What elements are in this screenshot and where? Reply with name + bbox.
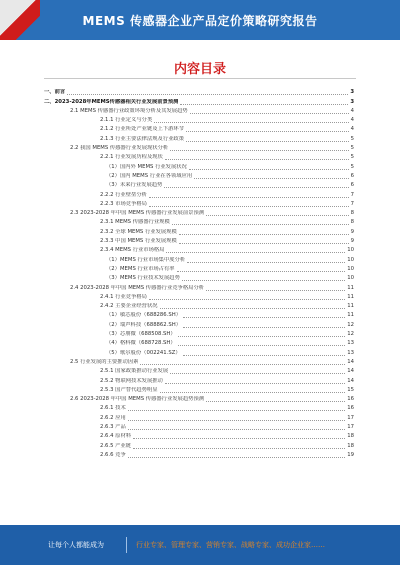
- toc-entry-title: （2）国内 MEMS 行业在各领域应用: [106, 172, 193, 179]
- toc-entry[interactable]: [44, 440, 354, 449]
- toc-entry-title: 2.2.3 市场竞争格局: [100, 200, 147, 207]
- toc-entry-page: 14: [347, 368, 354, 375]
- toc-leader-dots: [165, 159, 349, 160]
- toc-entry[interactable]: [44, 115, 354, 124]
- toc-entry-title: 2.1.1 行业定义与分类: [100, 117, 153, 124]
- toc-leader-dots: [180, 104, 348, 105]
- toc-leader-dots: [149, 299, 345, 300]
- toc-leader-dots: [166, 252, 345, 253]
- toc-entry-page: 5: [350, 145, 354, 152]
- toc-entry[interactable]: [44, 264, 354, 273]
- toc-entry[interactable]: [44, 106, 354, 115]
- toc-entry-title: 2.3.3 中国 MEMS 行业发展规模: [100, 238, 177, 245]
- toc-entry[interactable]: [44, 96, 354, 105]
- toc-entry-page: 18: [347, 442, 354, 449]
- toc-entry-title: （3）MEMS 行业技术发展趋势: [106, 275, 180, 282]
- toc-entry-title: 2.1.3 行业主要法律法规及行业政策: [100, 135, 185, 142]
- toc-leader-dots: [182, 280, 345, 281]
- toc-entry[interactable]: [44, 254, 354, 263]
- toc-entry[interactable]: [44, 357, 354, 366]
- toc-entry[interactable]: [44, 338, 354, 347]
- toc-leader-dots: [179, 234, 349, 235]
- toc-entry[interactable]: [44, 124, 354, 133]
- toc-entry-page: 9: [350, 238, 354, 245]
- toc-leader-dots: [128, 420, 345, 421]
- toc-entry-page: 13: [347, 340, 354, 347]
- toc-entry-title: 2.3 2023-2028 年中国 MEMS 传感器行业发展前景预测: [70, 210, 205, 217]
- toc-entry[interactable]: [44, 217, 354, 226]
- toc-leader-dots: [206, 215, 349, 216]
- toc-entry[interactable]: [44, 133, 354, 142]
- toc-entry[interactable]: [44, 310, 354, 319]
- toc-entry-title: 2.3.4 MEMS 行业市场格局: [100, 247, 165, 254]
- toc-entry[interactable]: [44, 273, 354, 282]
- toc-leader-dots: [140, 364, 345, 365]
- toc-entry-title: 2.6.5 产业链: [100, 442, 132, 449]
- toc-entry[interactable]: [44, 282, 354, 291]
- toc-leader-dots: [133, 438, 345, 439]
- toc-entry[interactable]: [44, 292, 354, 301]
- toc-entry-page: 11: [347, 312, 354, 319]
- toc-entry-title: 2.2.1 行业发展历程及现状: [100, 154, 163, 161]
- toc-entry-title: （2）瑞声科技（688862.SH）: [106, 321, 181, 328]
- toc-entry[interactable]: [44, 180, 354, 189]
- toc-leader-dots: [67, 94, 348, 95]
- toc-entry-page: 10: [347, 256, 354, 263]
- toc-entry-page: 10: [347, 247, 354, 254]
- toc-entry[interactable]: [44, 403, 354, 412]
- toc-entry-title: 2.6.6 竞争: [100, 451, 126, 458]
- toc-entry-title: 2.6.3 产品: [100, 423, 126, 430]
- toc-entry-page: 11: [347, 303, 354, 310]
- toc-entry[interactable]: [44, 450, 354, 459]
- toc-entry-page: 9: [350, 228, 354, 235]
- toc-entry[interactable]: [44, 422, 354, 431]
- toc-entry-title: 2.5.3 国产替代趋势明显: [100, 386, 158, 393]
- toc-entry-title: 2.3.2 全球 MEMS 行业发展规模: [100, 228, 177, 235]
- toc-entry-page: 5: [350, 135, 354, 142]
- toc-leader-dots: [206, 401, 345, 402]
- toc-entry-page: 5: [350, 154, 354, 161]
- toc-heading-divider: [44, 78, 356, 79]
- toc-entry[interactable]: [44, 319, 354, 328]
- toc-entry-title: （4）格科微（688728.SH）: [106, 340, 176, 347]
- toc-entry[interactable]: [44, 143, 354, 152]
- toc-entry[interactable]: [44, 385, 354, 394]
- toc-leader-dots: [149, 206, 349, 207]
- table-of-contents: [44, 87, 354, 459]
- toc-leader-dots: [183, 317, 345, 318]
- toc-entry-page: 4: [350, 126, 354, 133]
- toc-entry[interactable]: [44, 375, 354, 384]
- toc-entry-page: 10: [347, 275, 354, 282]
- toc-entry-title: 2.4.2 主要企业经营状况: [100, 303, 158, 310]
- report-title: MEMS 传感器企业产品定价策略研究报告: [82, 14, 318, 28]
- toc-heading: 内容目录: [173, 62, 226, 77]
- toc-entry-title: 2.2.2 行业壁垒分析: [100, 191, 147, 198]
- toc-leader-dots: [172, 224, 349, 225]
- toc-entry-title: 2.5.2 物联网技术发展推动: [100, 377, 163, 384]
- toc-entry-page: 17: [347, 423, 354, 430]
- toc-entry-page: 4: [350, 107, 354, 114]
- footer-divider: [126, 537, 127, 553]
- toc-entry-page: 7: [350, 200, 354, 207]
- toc-entry-page: 6: [350, 182, 354, 189]
- toc-entry-page: 3: [350, 98, 354, 105]
- toc-leader-dots: [179, 243, 349, 244]
- toc-leader-dots: [178, 336, 346, 337]
- page-footer: [0, 525, 400, 565]
- toc-leader-dots: [206, 290, 345, 291]
- toc-leader-dots: [186, 131, 349, 132]
- toc-entry-page: 6: [350, 172, 354, 179]
- toc-entry-title: （1）MEMS 行业市场集中度分析: [106, 256, 186, 263]
- toc-entry-page: 8: [350, 210, 354, 217]
- toc-entry-title: 2.1.2 行业所处产业链及上下游环节: [100, 126, 185, 133]
- toc-leader-dots: [133, 448, 345, 449]
- toc-leader-dots: [170, 150, 348, 151]
- toc-entry-page: 8: [350, 219, 354, 226]
- toc-entry-title: 2.5 行业发展的主要推动因素: [70, 358, 139, 365]
- toc-entry-page: 18: [347, 433, 354, 440]
- toc-entry[interactable]: [44, 199, 354, 208]
- toc-entry-title: 2.5.1 国家政策推动行业发展: [100, 368, 169, 375]
- toc-leader-dots: [170, 373, 345, 374]
- toc-entry[interactable]: [44, 171, 354, 180]
- toc-entry-page: 14: [347, 358, 354, 365]
- toc-entry-page: 16: [347, 405, 354, 412]
- toc-leader-dots: [165, 383, 345, 384]
- footer-slogan: 让每个人都能成为: [48, 541, 104, 549]
- toc-entry-title: 一、前言: [44, 89, 66, 96]
- toc-entry-title: 2.6.1 技术: [100, 405, 126, 412]
- toc-entry[interactable]: [44, 329, 354, 338]
- toc-entry-title: 2.3.1 MEMS 传感器行业规模: [100, 219, 170, 226]
- toc-entry-title: （3）芯朋微（688508.SH）: [106, 331, 176, 338]
- toc-entry-title: 2.1 MEMS 传感器行业政策环境分析及其发展趋势: [70, 107, 188, 114]
- toc-leader-dots: [194, 178, 348, 179]
- toc-leader-dots: [160, 308, 346, 309]
- toc-leader-dots: [186, 141, 349, 142]
- toc-entry-title: （5）歌尔股份（002241.SZ）: [106, 349, 181, 356]
- toc-leader-dots: [154, 122, 348, 123]
- toc-entry-title: 2.2 我国 MEMS 传感器行业发展现状分析: [70, 145, 169, 152]
- toc-leader-dots: [128, 429, 345, 430]
- toc-entry-page: 5: [350, 163, 354, 170]
- toc-entry-page: 3: [350, 89, 354, 96]
- toc-entry-title: （3）未来行业发展趋势: [106, 182, 163, 189]
- toc-entry-title: 2.6 2023-2028 年中国 MEMS 传感器行业发展趋势预测: [70, 396, 205, 403]
- toc-entry-page: 11: [347, 293, 354, 300]
- toc-entry-title: 2.6.4 原材料: [100, 433, 132, 440]
- toc-leader-dots: [149, 197, 349, 198]
- toc-leader-dots: [189, 169, 349, 170]
- toc-entry[interactable]: [44, 394, 354, 403]
- toc-entry[interactable]: [44, 431, 354, 440]
- toc-entry-page: 10: [347, 265, 354, 272]
- toc-leader-dots: [183, 355, 346, 356]
- toc-leader-dots: [128, 410, 345, 411]
- toc-entry[interactable]: [44, 366, 354, 375]
- toc-entry-page: 17: [347, 414, 354, 421]
- toc-entry-page: 4: [350, 117, 354, 124]
- toc-entry-page: 15: [347, 386, 354, 393]
- toc-entry-page: 16: [347, 396, 354, 403]
- toc-entry-page: 13: [347, 349, 354, 356]
- toc-leader-dots: [160, 392, 346, 393]
- toc-entry[interactable]: [44, 412, 354, 421]
- toc-leader-dots: [190, 113, 349, 114]
- toc-entry[interactable]: [44, 347, 354, 356]
- toc-entry-page: 14: [347, 377, 354, 384]
- toc-entry-page: 7: [350, 191, 354, 198]
- toc-entry[interactable]: [44, 226, 354, 235]
- toc-leader-dots: [178, 345, 346, 346]
- toc-entry[interactable]: [44, 208, 354, 217]
- toc-entry[interactable]: [44, 245, 354, 254]
- page-header: [0, 0, 400, 40]
- toc-leader-dots: [187, 262, 345, 263]
- toc-entry-page: 11: [347, 284, 354, 291]
- toc-entry[interactable]: [44, 152, 354, 161]
- toc-entry-title: 二、2023-2028年MEMS传感器相关行业发展前景预测: [44, 98, 179, 105]
- toc-leader-dots: [183, 327, 345, 328]
- toc-leader-dots: [128, 457, 345, 458]
- toc-entry[interactable]: [44, 236, 354, 245]
- toc-entry-title: （1）敏芯股份（688286.SH）: [106, 312, 181, 319]
- toc-entry-page: 12: [347, 321, 354, 328]
- toc-entry-page: 19: [347, 451, 354, 458]
- toc-entry[interactable]: [44, 301, 354, 310]
- toc-entry-title: 2.4.1 行业竞争格局: [100, 293, 147, 300]
- footer-tagline: 行业专家、管理专家、营销专家、战略专家、成功企业家……: [136, 541, 325, 549]
- toc-entry-title: （1）国内外 MEMS 行业发展状况: [106, 163, 187, 170]
- toc-entry-page: 12: [347, 331, 354, 338]
- toc-entry-title: （2）MEMS 行业市场占有率: [106, 265, 175, 272]
- toc-entry[interactable]: [44, 87, 354, 96]
- toc-entry-title: 2.6.2 应用: [100, 414, 126, 421]
- toc-entry-title: 2.4 2023-2028 年中国 MEMS 传感器行业竞争格局分析: [70, 284, 205, 291]
- toc-leader-dots: [177, 271, 346, 272]
- toc-entry[interactable]: [44, 161, 354, 170]
- toc-entry[interactable]: [44, 189, 354, 198]
- toc-leader-dots: [164, 187, 348, 188]
